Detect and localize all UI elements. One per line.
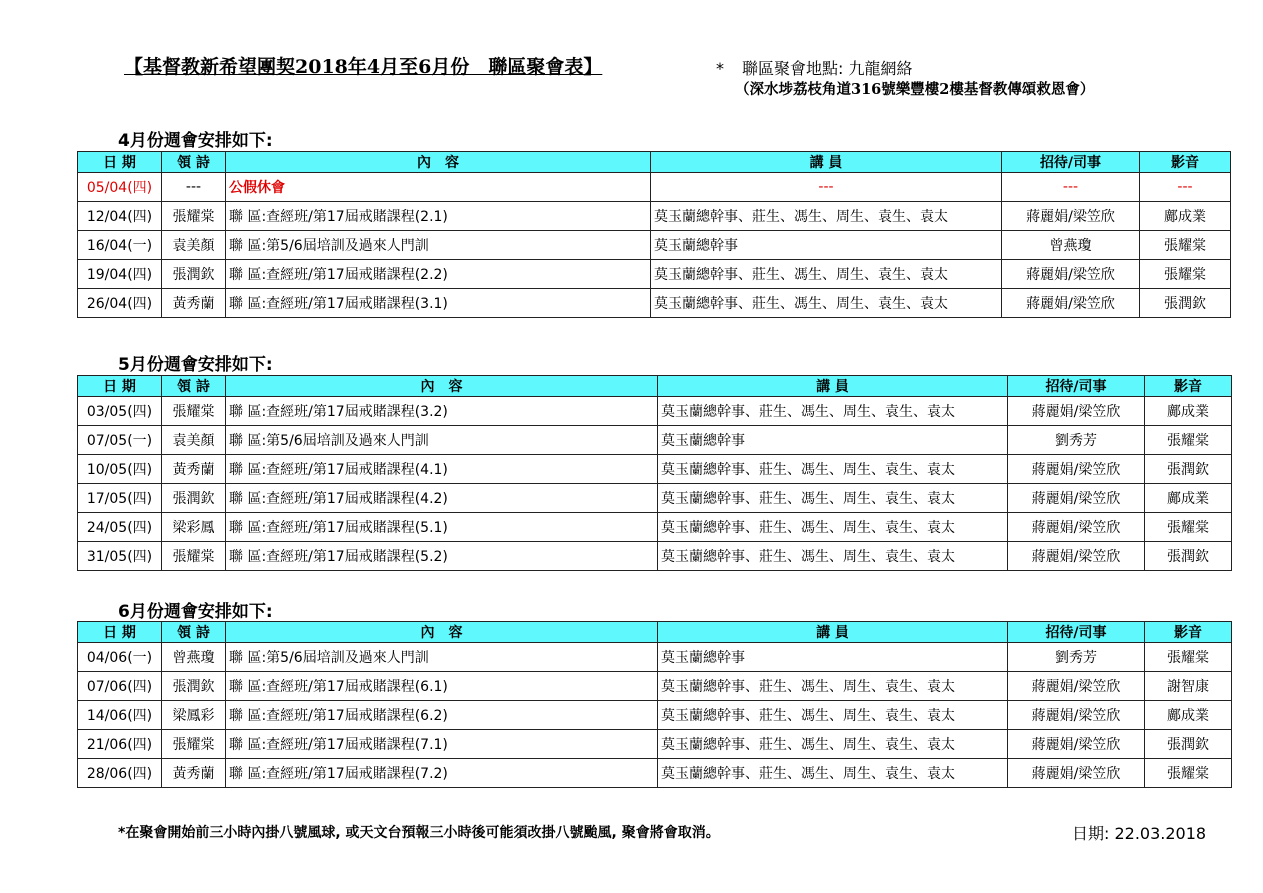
row-speaker: 莫玉蘭總幹事、莊生、馮生、周生、袁生、袁太 [658,730,1008,759]
table-row [78,260,1231,289]
row-leader: 張潤欽 [162,672,226,701]
row-leader: 袁美顏 [162,231,226,260]
table-row [78,730,1232,759]
row-leader: 張耀棠 [162,397,226,426]
row-content: 聯 區:查經班/第17屆戒賭課程(2.1) [226,202,651,231]
row-av: 鄺成業 [1145,701,1232,730]
row-content: 聯 區:查經班/第17屆戒賭課程(5.1) [226,513,658,542]
row-av: 張潤欽 [1140,289,1231,318]
table-row [78,426,1232,455]
row-speaker: 莫玉蘭總幹事 [651,231,1002,260]
row-speaker: 莫玉蘭總幹事 [658,643,1008,672]
row-date: 26/04(四) [78,289,162,318]
row-ushers: 蔣麗娟/梁笠欣 [1002,202,1140,231]
table-row [78,484,1232,513]
row-speaker: 莫玉蘭總幹事、莊生、馮生、周生、袁生、袁太 [658,672,1008,701]
col-content: 內 容 [226,152,651,173]
row-leader: 黃秀蘭 [162,455,226,484]
row-speaker: 莫玉蘭總幹事、莊生、馮生、周生、袁生、袁太 [658,397,1008,426]
april-schedule-table [77,151,1231,318]
row-date: 21/06(四) [78,730,162,759]
row-content: 聯 區:第5/6屆培訓及過來人門訓 [226,231,651,260]
col-worship-leader: 領 詩 [162,152,226,173]
row-av: 張潤欽 [1145,455,1232,484]
row-leader: 梁彩鳳 [162,513,226,542]
row-leader: 張潤欽 [162,260,226,289]
june-heading: 6月份週會安排如下: [118,602,273,622]
june-schedule-table [77,621,1232,788]
row-leader: 梁鳳彩 [162,701,226,730]
row-speaker: 莫玉蘭總幹事 [658,426,1008,455]
col-av: 影音 [1145,376,1232,397]
row-ushers: 蔣麗娟/梁笠欣 [1008,397,1145,426]
row-ushers: 蔣麗娟/梁笠欣 [1008,759,1145,788]
row-ushers: 蔣麗娟/梁笠欣 [1008,672,1145,701]
row-content: 聯 區:第5/6屆培訓及過來人門訓 [226,643,658,672]
row-date: 12/04(四) [78,202,162,231]
row-content: 聯 區:查經班/第17屆戒賭課程(3.2) [226,397,658,426]
row-date: 31/05(四) [78,542,162,571]
col-worship-leader: 領 詩 [162,622,226,643]
table-row [78,231,1231,260]
col-speaker: 講 員 [658,622,1008,643]
document-title: 【基督教新希望團契2018年4月至6月份 聯區聚會表】 [124,56,603,78]
row-date: 14/06(四) [78,701,162,730]
issue-date: 日期: 22.03.2018 [1072,824,1207,843]
row-content: 聯 區:查經班/第17屆戒賭課程(2.2) [226,260,651,289]
row-av: 張耀棠 [1145,643,1232,672]
row-date: 10/05(四) [78,455,162,484]
table-row [78,759,1232,788]
row-leader: 張耀棠 [162,202,226,231]
table-row [78,289,1231,318]
table-row [78,542,1232,571]
row-leader: 張耀棠 [162,730,226,759]
row-ushers: 蔣麗娟/梁笠欣 [1008,455,1145,484]
table-row [78,202,1231,231]
row-av: 張耀棠 [1140,260,1231,289]
venue-label [716,56,912,79]
row-av: 張潤欽 [1145,730,1232,759]
row-ushers: 曾燕瓊 [1002,231,1140,260]
row-content: 聯 區:查經班/第17屆戒賭課程(5.2) [226,542,658,571]
row-ushers: 劉秀芳 [1008,426,1145,455]
row-date: 04/06(一) [78,643,162,672]
row-leader: 張耀棠 [162,542,226,571]
row-ushers: 蔣麗娟/梁笠欣 [1008,542,1145,571]
table-row [78,513,1232,542]
row-content: 聯 區:查經班/第17屆戒賭課程(6.2) [226,701,658,730]
table-header-row [78,152,1231,173]
row-leader: 曾燕瓊 [162,643,226,672]
table-header-row [78,622,1232,643]
col-content: 內 容 [226,622,658,643]
row-leader: 黃秀蘭 [162,759,226,788]
row-content: 聯 區:查經班/第17屆戒賭課程(4.2) [226,484,658,513]
row-ushers: 蔣麗娟/梁笠欣 [1008,513,1145,542]
april-heading: 4月份週會安排如下: [118,131,273,151]
row-date: 07/06(四) [78,672,162,701]
table-row [78,455,1232,484]
row-speaker: 莫玉蘭總幹事、莊生、馮生、周生、袁生、袁太 [651,289,1002,318]
row-ushers: 蔣麗娟/梁笠欣 [1008,730,1145,759]
row-av: 鄺成業 [1145,484,1232,513]
row-speaker: 莫玉蘭總幹事、莊生、馮生、周生、袁生、袁太 [658,484,1008,513]
col-ushers: 招待/司事 [1008,622,1145,643]
row-av: 張耀棠 [1145,426,1232,455]
may-schedule-table [77,375,1232,571]
table-row [78,173,1231,202]
row-date: 17/05(四) [78,484,162,513]
table-header-row [78,376,1232,397]
col-date: 日 期 [78,152,162,173]
row-speaker: 莫玉蘭總幹事、莊生、馮生、周生、袁生、袁太 [658,513,1008,542]
may-heading: 5月份週會安排如下: [118,355,273,375]
row-ushers: 蔣麗娟/梁笠欣 [1002,260,1140,289]
row-ushers: 蔣麗娟/梁笠欣 [1002,289,1140,318]
row-speaker: 莫玉蘭總幹事、莊生、馮生、周生、袁生、袁太 [658,759,1008,788]
row-leader: --- [162,173,226,202]
venue-star: * [716,59,724,78]
row-date: 28/06(四) [78,759,162,788]
table-row [78,643,1232,672]
row-av: --- [1140,173,1231,202]
row-date: 05/04(四) [78,173,162,202]
row-speaker: 莫玉蘭總幹事、莊生、馮生、周生、袁生、袁太 [658,455,1008,484]
col-ushers: 招待/司事 [1002,152,1140,173]
col-speaker: 講 員 [658,376,1008,397]
table-row [78,397,1232,426]
row-speaker: 莫玉蘭總幹事、莊生、馮生、周生、袁生、袁太 [651,202,1002,231]
row-speaker: --- [651,173,1002,202]
venue-address: （深水埗荔枝角道316號樂豐樓2樓基督教傳頌救恩會） [735,81,1095,98]
row-ushers: 劉秀芳 [1008,643,1145,672]
row-av: 鄺成業 [1140,202,1231,231]
row-av: 張耀棠 [1145,759,1232,788]
row-date: 24/05(四) [78,513,162,542]
row-speaker: 莫玉蘭總幹事、莊生、馮生、周生、袁生、袁太 [658,701,1008,730]
row-content: 公假休會 [226,173,651,202]
typhoon-cancellation-note: *在聚會開始前三小時內掛八號風球, 或天文台預報三小時後可能須改掛八號颱風, 聚會將會取消。 [118,825,720,841]
col-speaker: 講 員 [651,152,1002,173]
col-date: 日 期 [78,622,162,643]
row-date: 16/04(一) [78,231,162,260]
row-av: 謝智康 [1145,672,1232,701]
row-content: 聯 區:第5/6屆培訓及過來人門訓 [226,426,658,455]
col-ushers: 招待/司事 [1008,376,1145,397]
row-ushers: --- [1002,173,1140,202]
col-worship-leader: 領 詩 [162,376,226,397]
row-date: 07/05(一) [78,426,162,455]
col-content: 內 容 [226,376,658,397]
row-speaker: 莫玉蘭總幹事、莊生、馮生、周生、袁生、袁太 [658,542,1008,571]
row-content: 聯 區:查經班/第17屆戒賭課程(7.1) [226,730,658,759]
venue-text: 聯區聚會地點: 九龍網絡 [742,59,913,78]
row-content: 聯 區:查經班/第17屆戒賭課程(3.1) [226,289,651,318]
row-ushers: 蔣麗娟/梁笠欣 [1008,701,1145,730]
row-av: 張耀棠 [1145,513,1232,542]
row-content: 聯 區:查經班/第17屆戒賭課程(7.2) [226,759,658,788]
row-date: 03/05(四) [78,397,162,426]
col-av: 影音 [1145,622,1232,643]
table-row [78,701,1232,730]
row-speaker: 莫玉蘭總幹事、莊生、馮生、周生、袁生、袁太 [651,260,1002,289]
row-leader: 黃秀蘭 [162,289,226,318]
row-av: 鄺成業 [1145,397,1232,426]
row-leader: 袁美顏 [162,426,226,455]
row-date: 19/04(四) [78,260,162,289]
row-leader: 張潤欽 [162,484,226,513]
row-av: 張耀棠 [1140,231,1231,260]
row-av: 張潤欽 [1145,542,1232,571]
row-content: 聯 區:查經班/第17屆戒賭課程(6.1) [226,672,658,701]
row-content: 聯 區:查經班/第17屆戒賭課程(4.1) [226,455,658,484]
table-row [78,672,1232,701]
col-date: 日 期 [78,376,162,397]
row-ushers: 蔣麗娟/梁笠欣 [1008,484,1145,513]
col-av: 影音 [1140,152,1231,173]
